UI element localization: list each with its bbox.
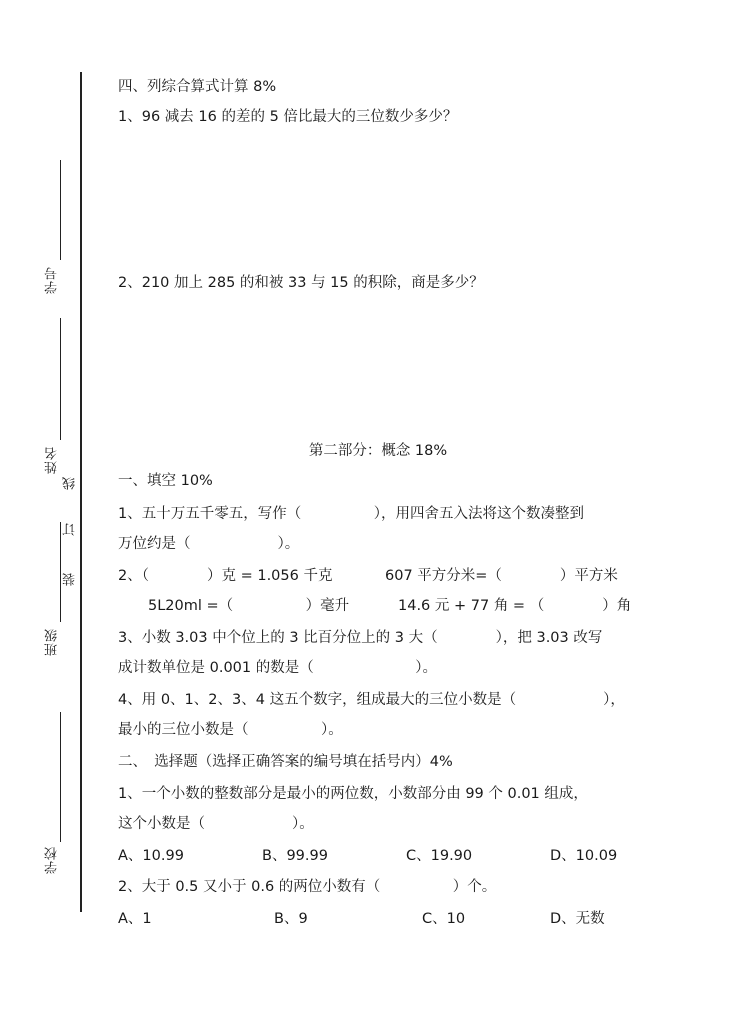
fill-question-2c: 5L20ml =（ ）毫升 xyxy=(148,598,350,614)
choice-question-1-line2: 这个小数是（ ）。 xyxy=(118,816,314,832)
class-fill-line xyxy=(60,522,61,622)
choice-q1-option-b: B、99.99 xyxy=(262,848,328,864)
fill-question-2b: 607 平方分米=（ ）平方米 xyxy=(385,568,618,584)
section4-heading: 四、列综合算式计算 8% xyxy=(118,79,277,95)
fill-question-3-line2: 成计数单位是 0.001 的数是（ ）。 xyxy=(118,660,437,676)
name-fill-line xyxy=(60,318,61,440)
fill-question-4-line2: 最小的三位小数是（ ）。 xyxy=(118,722,343,738)
seal-char-line: 线 xyxy=(63,476,78,490)
fill-question-1-line1: 1、五十万五千零五，写作（ ），用四舍五入法将这个数凑整到 xyxy=(118,506,584,522)
seal-char-zhuang: 装 xyxy=(63,572,78,586)
class-label: 班级 xyxy=(45,628,60,656)
fill-question-1-line2: 万位约是（ ）。 xyxy=(118,536,300,552)
school-fill-line xyxy=(60,712,61,842)
section4-question-2: 2、210 加上 285 的和被 33 与 15 的积除，商是多少？ xyxy=(118,275,484,291)
binding-line xyxy=(80,72,82,912)
fill-question-3-line1: 3、小数 3.03 中个位上的 3 比百分位上的 3 大（ ），把 3.03 改写 xyxy=(118,630,603,646)
name-label: 姓名 xyxy=(45,446,60,474)
student-id-label: 学号 xyxy=(45,266,60,294)
choice-q2-option-d: D、无数 xyxy=(550,911,605,927)
choice-q2-option-b: B、9 xyxy=(274,911,308,927)
choice-q1-option-d: D、10.09 xyxy=(550,848,618,864)
choice-q1-option-c: C、19.90 xyxy=(406,848,473,864)
choice-section-heading: 二、 选择题（选择正确答案的编号填在括号内）4% xyxy=(118,754,453,770)
choice-question-1-line1: 1、一个小数的整数部分是最小的两位数，小数部分由 99 个 0.01 组成， xyxy=(118,786,588,802)
student-id-fill-line xyxy=(60,160,61,260)
seal-char-ding: 订 xyxy=(63,522,78,536)
choice-q1-option-a: A、10.99 xyxy=(118,848,184,864)
fill-question-2a: 2、（ ）克 = 1.056 千克 xyxy=(118,568,333,584)
section4-question-1: 1、96 减去 16 的差的 5 倍比最大的三位数少多少？ xyxy=(118,109,458,125)
choice-q2-option-a: A、1 xyxy=(118,911,152,927)
school-label: 学校 xyxy=(45,846,60,874)
fill-section-heading: 一、填空 10% xyxy=(118,473,213,489)
choice-question-2-line1: 2、大于 0.5 又小于 0.6 的两位小数有（ ）个。 xyxy=(118,879,497,895)
part2-heading: 第二部分：概念 18% xyxy=(308,443,448,459)
fill-question-4-line1: 4、用 0、1、2、3、4 这五个数字，组成最大的三位小数是（ ）， xyxy=(118,692,625,708)
choice-q2-option-c: C、10 xyxy=(422,911,466,927)
fill-question-2d: 14.6 元 + 77 角 = （ ）角 xyxy=(398,598,632,614)
